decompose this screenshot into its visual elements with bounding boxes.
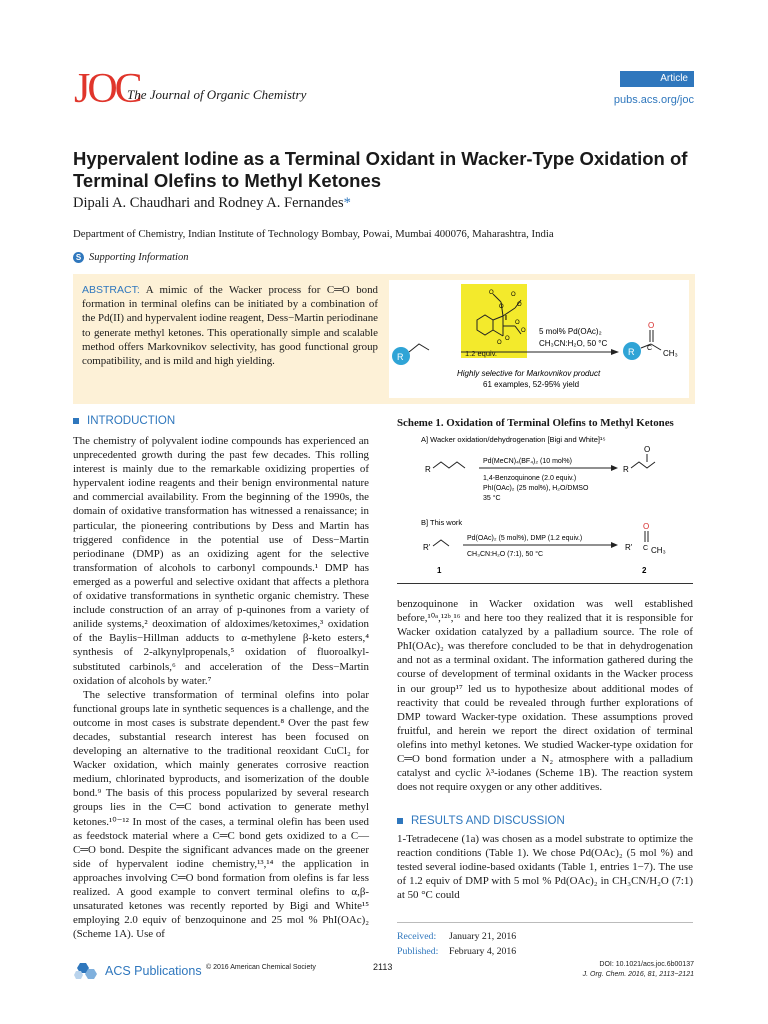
toc-caption-2: 61 examples, 52-95% yield bbox=[483, 380, 580, 389]
abstract bbox=[82, 283, 378, 368]
received-label: Received: bbox=[397, 931, 437, 942]
author-list bbox=[73, 195, 351, 212]
journal-name: The Journal of Organic Chemistry bbox=[127, 87, 307, 102]
toc-r-left: R bbox=[397, 352, 404, 362]
intro-paragraph-2: The selective transformation of terminal olefins into polar functional groups late in synthetic sequences is a challenge, and the outcome in most cases is substrate dependent.⁸ Over the past few decades, substantial research interest has been focused on developing an alternative to the traditional reoxidant CuCl₂ for Wacker oxidation, which mainly generates corrosive reaction medium, chlorinated byproducts, and isomerization of the double bond.⁹ The basis of this process popularized by several research groups lies in the C═C bond activation to generate methyl ketones.¹⁰⁻¹² In most of the cases, a terminal olefin has been used as feedstock material where a C═C bond gets oxidized to a C—C═O bond. Despite the significant advances made on the greener side of hypervalent iodine chemistry,¹³,¹⁴ the application in approaches involving C═O bond formation from olefins is far less realized. A good example to convert terminal olefins to α,β-unsaturated ketones was recently reported by Bigi and White¹⁵ employing 2.0 equiv of benzoquinone and 25 mol % PhI(OAc)₂ (Scheme 1A). Use of bbox=[73, 688, 369, 941]
abstract-label: ABSTRACT: bbox=[82, 284, 140, 296]
scheme-a-o: O bbox=[644, 445, 651, 454]
scheme-a-label: A] Wacker oxidation/dehydrogenation [Bigi and White]¹⁵ bbox=[421, 435, 606, 444]
toc-caption-1: Highly selective for Markovnikov product bbox=[457, 369, 601, 378]
published-label: Published: bbox=[397, 946, 439, 957]
corresponding-author-mark[interactable]: * bbox=[343, 195, 351, 211]
supporting-info-label: Supporting Information bbox=[89, 252, 189, 263]
scheme-b-ch3: CH₃ bbox=[651, 546, 666, 555]
toc-graphic bbox=[389, 280, 689, 398]
dmp-o-label-3: O bbox=[517, 302, 522, 308]
published-date: February 4, 2016 bbox=[449, 946, 517, 957]
scheme-b-c: C bbox=[643, 545, 649, 552]
results-body bbox=[397, 832, 693, 902]
scheme-a-product-icon bbox=[631, 462, 655, 468]
section-square-icon bbox=[73, 418, 79, 424]
introduction-heading bbox=[73, 415, 175, 427]
scheme-b-substrate-icon bbox=[433, 540, 449, 546]
toc-condition-1: 5 mol% Pd(OAc)₂ bbox=[539, 327, 602, 336]
intro-paragraph-1: The chemistry of polyvalent iodine compounds has experienced an unprecedented growth during the past few decades. This rolling interest is mainly due to the remarkable oxidizing properties of hypervalent iodine reagents and their benign environmental nature and commercial availability. From the beginning of the 1990s, the domain of oxidative transformation has witnessed a renaissance; in particular, the pioneering contributions by Dess and Martin has triggered confidence in the potential use of Dess−Martin periodinane (DMP) as an oxidizing agent for the selective transformation of alcohols to carbonyl compounds.¹ DMP has emerged as a powerful and selective oxidant that affects a plethora of oxidative transformations in synthetic organic chemistry. These include construction of an array of p-quinones from a variety of anilide systems,² deoximation of aldoximes/ketoximes,³ oxidation of the Baylis−Hillman adducts to α-methylene β-keto esters,⁴ synthesis of 2-alkynylpropenals,⁵ oxidation of fluoroalkyl-substituted carbinols,⁶ and acceleration of the Dess−Martin oxidation of alcohols by water.⁷ bbox=[73, 435, 369, 687]
journal-citation: J. Org. Chem. 2016, 81, 2113−2121 bbox=[582, 971, 694, 978]
alkene-structure-icon bbox=[409, 344, 429, 352]
supporting-info-icon: S bbox=[73, 252, 84, 263]
scheme-b-o: O bbox=[643, 522, 650, 531]
scheme-b-label: B] This work bbox=[421, 518, 463, 527]
received-date: January 21, 2016 bbox=[449, 931, 517, 942]
received-date-row bbox=[397, 929, 693, 944]
scheme-1 bbox=[397, 432, 693, 582]
scheme-title: Scheme 1. Oxidation of Terminal Olefins to Methyl Ketones bbox=[397, 417, 674, 429]
scheme-b-arrowhead-icon bbox=[611, 542, 618, 548]
scheme-divider bbox=[397, 583, 693, 584]
scheme-a-cond-3: PhI(OAc)₂ (25 mol%), H₂O/DMSO bbox=[483, 485, 589, 492]
results-heading-text: RESULTS AND DISCUSSION bbox=[411, 815, 565, 827]
right-column-body bbox=[397, 597, 693, 794]
page-number: 2113 bbox=[373, 962, 393, 972]
supporting-info-link[interactable] bbox=[73, 252, 188, 263]
toc-arrowhead-icon bbox=[611, 349, 619, 355]
doi-citation bbox=[520, 960, 694, 980]
dmp-o-label-8: O bbox=[511, 292, 516, 298]
introduction-heading-text: INTRODUCTION bbox=[87, 415, 176, 427]
dmp-equiv-label: 1.2 equiv. bbox=[465, 349, 497, 358]
scheme-b-r2: R' bbox=[625, 543, 633, 552]
compound-1-label: 1 bbox=[437, 566, 442, 575]
scheme-a-r2: R bbox=[623, 465, 629, 474]
copyright: © 2016 American Chemical Society bbox=[206, 964, 316, 971]
article-dates bbox=[397, 922, 693, 959]
scheme-b-r: R' bbox=[423, 543, 431, 552]
published-date-row bbox=[397, 944, 693, 959]
acs-publications-logo[interactable] bbox=[74, 961, 202, 981]
results-heading bbox=[397, 815, 565, 827]
affiliation: Department of Chemistry, Indian Institute of Technology Bombay, Powai, Mumbai 400076, Maharashtra, India bbox=[73, 228, 554, 240]
acs-publications-label: ACS Publications bbox=[105, 964, 202, 978]
dmp-o-label-4: O bbox=[515, 320, 520, 326]
journal-logo: JOC bbox=[74, 66, 140, 112]
abstract-text: A mimic of the Wacker process for C═O bond formation in terminal olefins can be initiated by a combination of the Pd(II) and hypervalent iodine reagent, Dess−Martin periodinane to generate methyl ketones. This operationally simple and scalable method offers Markovnikov selectivity, has good functional group compatibility, and is mild and high yielding. bbox=[82, 284, 378, 368]
toc-ketone-c: C bbox=[647, 345, 653, 352]
scheme-a-cond-2: 1,4-Benzoquinone (2.0 equiv.) bbox=[483, 475, 577, 482]
dmp-iodine-label: I bbox=[505, 315, 507, 322]
scheme-a-arrowhead-icon bbox=[611, 465, 618, 471]
acs-hexagon-icon bbox=[74, 961, 100, 981]
toc-scheme-svg bbox=[389, 280, 689, 398]
section-square-icon bbox=[397, 818, 403, 824]
toc-ch3: CH₃ bbox=[663, 349, 678, 358]
author-names: Dipali A. Chaudhari and Rodney A. Fernandes bbox=[73, 195, 344, 211]
toc-ketone-o: O bbox=[648, 321, 655, 330]
dmp-o-label-2: O bbox=[499, 304, 504, 310]
introduction-body bbox=[73, 434, 369, 941]
scheme-a-cond-4: 35 °C bbox=[483, 495, 501, 502]
article-title: Hypervalent Iodine as a Terminal Oxidant in Wacker-Type Oxidation of Terminal Olefins to Methyl Ketones bbox=[73, 148, 688, 191]
right-paragraph-1: benzoquinone in Wacker oxidation was well established before,¹⁰ᵃ,¹²ᵇ,¹⁶ and here too they realized that it is responsible for Wacker oxidation catalyzed by a palladium source. The role of PhI(OAc)₂ was therefore concluded to be that in dehydrogenation and not as a terminal oxidant. The information gathered during the course of development of terminal oxidants in the Wacker process in our group¹⁷ led us to hypothesize about additional modes of reactivity that could be revealed through further explorations of DMP toward Wacker-type oxidation. These assumptions proved fruitful, and herein we report the direct oxidation of terminal olefins into methyl ketones. We studied Wacker-type oxidation for C═O bond formation under a N₂ atmosphere with a palladium catalyst and cyclic λ³-iodanes (Scheme 1B). The reaction system does not require oxygen or any other additives. bbox=[397, 598, 693, 794]
journal-url-link[interactable]: pubs.acs.org/joc bbox=[613, 94, 694, 106]
toc-r-right: R bbox=[628, 347, 635, 357]
ketone-bond-2 bbox=[651, 344, 661, 350]
scheme-a-cond-1: Pd(MeCN)₄(BF₄)₂ (10 mol%) bbox=[483, 458, 572, 465]
compound-2-label: 2 bbox=[642, 566, 647, 575]
dmp-o-label-1: O bbox=[489, 290, 494, 296]
toc-condition-2: CH₃CN:H₂O, 50 °C bbox=[539, 339, 608, 348]
article-type-badge: Article bbox=[620, 71, 694, 87]
scheme-1-svg bbox=[397, 432, 693, 582]
dmp-o-label-6: O bbox=[497, 340, 502, 346]
scheme-a-substrate-icon bbox=[433, 462, 465, 468]
scheme-b-cond-1: Pd(OAc)₂ (5 mol%), DMP (1.2 equiv.) bbox=[467, 535, 583, 542]
doi-link[interactable]: DOI: 10.1021/acs.joc.6b00137 bbox=[599, 961, 694, 968]
dmp-o-label-7: O bbox=[505, 336, 510, 342]
scheme-a-r: R bbox=[425, 465, 431, 474]
scheme-b-cond-2: CH₃CN:H₂O (7:1), 50 °C bbox=[467, 551, 544, 558]
results-paragraph-1: 1-Tetradecene (1a) was chosen as a model substrate to optimize the reaction conditions (Table 1). We chose Pd(OAc)₂ (5 mol %) and tested several iodine-based oxidants (Table 1, entries 1−7). The use of 1.2 equiv of DMP with 5 mol % Pd(OAc)₂ in CH₃CN/H₂O (7:1) at 50 °C could bbox=[397, 833, 693, 902]
dmp-o-label-5: O bbox=[521, 328, 526, 334]
